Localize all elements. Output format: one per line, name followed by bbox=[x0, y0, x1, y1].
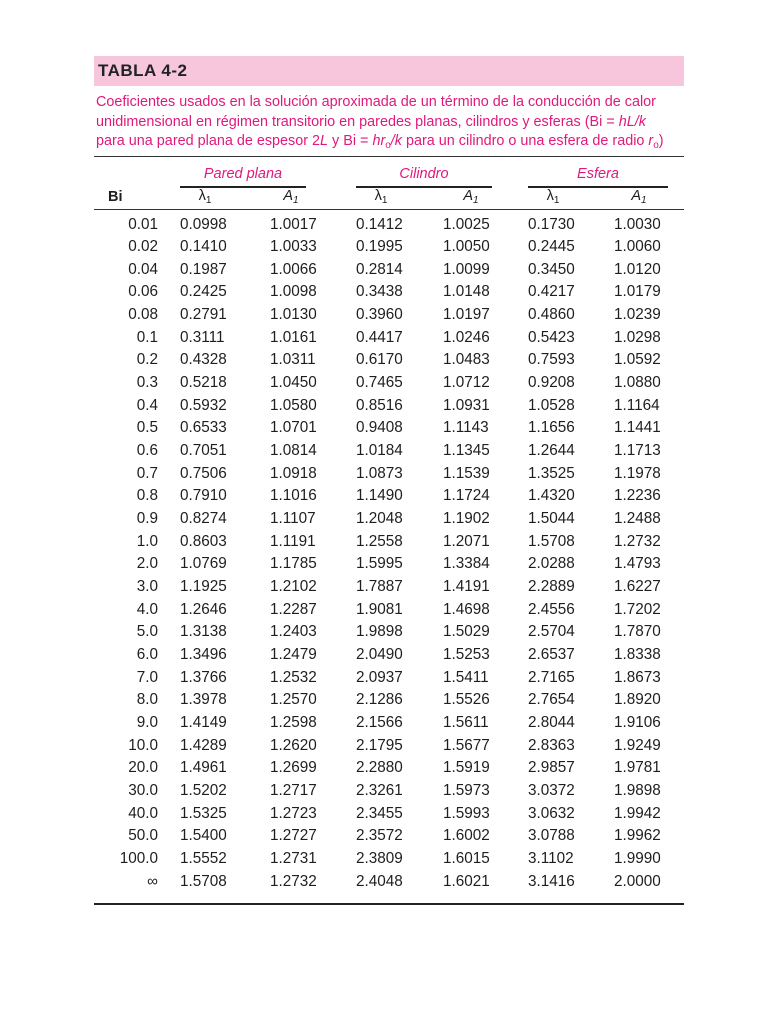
table-row bbox=[94, 689, 684, 712]
table-cell: 1.0814 bbox=[270, 442, 317, 460]
table-cell: 1.6021 bbox=[443, 872, 490, 890]
caption-var: hL/k bbox=[618, 113, 646, 130]
table-cell: 1.2732 bbox=[614, 532, 661, 550]
table-cell: 1.3138 bbox=[180, 623, 227, 641]
table-cell: 0.4417 bbox=[356, 328, 403, 346]
table-cell: 1.0050 bbox=[443, 238, 490, 256]
caption-text: para una pared plana de espesor 2 bbox=[96, 133, 321, 149]
table-row bbox=[94, 349, 684, 372]
bi-value: 0.5 bbox=[136, 419, 158, 437]
table-cell: 1.2598 bbox=[270, 713, 317, 731]
table-cell: 1.3978 bbox=[180, 691, 227, 709]
bi-value: 0.04 bbox=[128, 260, 158, 278]
table-cell: 1.5995 bbox=[356, 555, 403, 573]
table-cell: 1.0179 bbox=[614, 283, 661, 301]
table-cell: 0.9408 bbox=[356, 419, 403, 437]
bi-value: 40.0 bbox=[128, 804, 158, 822]
table-cell: 2.3572 bbox=[356, 827, 403, 845]
table-cell: 0.3960 bbox=[356, 306, 403, 324]
table-cell: 1.0528 bbox=[528, 396, 575, 414]
table-cell: 1.0130 bbox=[270, 306, 317, 324]
table-cell: 2.4048 bbox=[356, 872, 403, 890]
table-cell: 0.2814 bbox=[356, 260, 403, 278]
table-row bbox=[94, 327, 684, 350]
table-cell: 0.7910 bbox=[180, 487, 227, 505]
table-title-band bbox=[94, 56, 684, 86]
table-row bbox=[94, 508, 684, 531]
bi-value: 7.0 bbox=[136, 668, 158, 686]
table-row bbox=[94, 281, 684, 304]
table-cell: 1.5919 bbox=[443, 759, 490, 777]
table-cell: 2.9857 bbox=[528, 759, 575, 777]
table-cell: 1.5029 bbox=[443, 623, 490, 641]
table-cell: 1.5552 bbox=[180, 849, 227, 867]
caption-subscript: o bbox=[653, 140, 659, 151]
table-cell: 1.5411 bbox=[443, 668, 489, 686]
table-cell: 1.2532 bbox=[270, 668, 317, 686]
caption-text: y Bi = bbox=[328, 133, 373, 149]
table-cell: 1.5611 bbox=[443, 713, 489, 731]
table-cell: 1.2620 bbox=[270, 736, 317, 754]
table-cell: 0.1412 bbox=[356, 215, 403, 233]
table-cell: 1.1539 bbox=[443, 464, 490, 482]
bi-value: 0.7 bbox=[136, 464, 158, 482]
table-cell: 1.5325 bbox=[180, 804, 227, 822]
caption-text: para un cilindro o una esfera de radio bbox=[402, 133, 649, 149]
bi-value: 1.0 bbox=[136, 532, 158, 550]
table-cell: 0.2425 bbox=[180, 283, 227, 301]
bi-value: 50.0 bbox=[128, 827, 158, 845]
table-cell: 1.7887 bbox=[356, 578, 403, 595]
col-header-lambda: $\lambda_1$ bbox=[374, 187, 388, 206]
table-cell: 1.2717 bbox=[270, 781, 317, 799]
table-cell: 0.1987 bbox=[180, 260, 227, 278]
table-cell: 1.1441 bbox=[614, 419, 661, 437]
table-cell: 1.2727 bbox=[270, 827, 317, 845]
table-cell: 1.0025 bbox=[443, 215, 490, 233]
table-cell: 0.6170 bbox=[356, 351, 403, 369]
bi-value: 0.01 bbox=[128, 215, 158, 233]
table-cell: 0.4217 bbox=[528, 283, 575, 301]
group-header-pared-plana: Pared plana bbox=[203, 165, 283, 182]
table-cell: 1.2732 bbox=[270, 872, 317, 890]
table-row bbox=[94, 780, 684, 803]
table-cell: 1.4698 bbox=[443, 600, 490, 618]
table-cell: 0.0998 bbox=[180, 215, 227, 233]
bi-value: 20.0 bbox=[128, 759, 158, 777]
table-cell: 1.2646 bbox=[180, 600, 227, 618]
table-cell: 0.1410 bbox=[180, 238, 227, 256]
bi-value: 0.08 bbox=[128, 306, 158, 324]
bi-value: 0.9 bbox=[136, 510, 158, 528]
table-cell: 1.2558 bbox=[356, 532, 403, 550]
table-cell: 0.2791 bbox=[180, 306, 227, 324]
bi-value: ∞ bbox=[147, 872, 158, 890]
table-cell: 1.6002 bbox=[443, 827, 490, 845]
table-cell: 2.8044 bbox=[528, 713, 575, 731]
table-cell: 1.0701 bbox=[270, 419, 317, 437]
table-cell: 1.0918 bbox=[270, 464, 317, 482]
table-row bbox=[94, 463, 684, 486]
table-cell: 1.5400 bbox=[180, 827, 227, 845]
table-cell: 2.2880 bbox=[356, 759, 403, 777]
table-cell: 3.0788 bbox=[528, 827, 575, 845]
table-cell: 1.5708 bbox=[528, 532, 575, 550]
table-cell: 0.5423 bbox=[528, 328, 575, 346]
table-cell: 0.9208 bbox=[528, 374, 575, 392]
table-cell: 1.9942 bbox=[614, 804, 661, 822]
bi-value: 0.6 bbox=[136, 442, 158, 460]
group-header-esfera: Esfera bbox=[577, 165, 619, 182]
bi-value: 0.3 bbox=[136, 374, 158, 392]
table-cell: 1.2699 bbox=[270, 759, 317, 777]
table-cell: 2.0937 bbox=[356, 668, 403, 686]
table-cell: 1.2236 bbox=[614, 487, 661, 505]
table-cell: 2.7165 bbox=[528, 668, 575, 686]
table-cell: 1.2488 bbox=[614, 510, 661, 528]
table-cell: 1.0033 bbox=[270, 238, 317, 256]
table-row bbox=[94, 236, 684, 259]
table-cell: 2.1795 bbox=[356, 736, 403, 754]
caption-text: ) bbox=[658, 133, 664, 149]
table-cell: 1.3525 bbox=[528, 464, 575, 482]
col-header-a: $A_1$ bbox=[283, 187, 299, 206]
table-page bbox=[94, 56, 684, 905]
table-cell: 1.0184 bbox=[356, 442, 403, 460]
table-row bbox=[94, 848, 684, 871]
table-cell: 1.4149 bbox=[180, 713, 227, 731]
table-cell: 1.9106 bbox=[614, 713, 661, 731]
table-row bbox=[94, 372, 684, 395]
table-cell: 2.6537 bbox=[528, 645, 575, 663]
table-cell: 1.0880 bbox=[614, 374, 661, 392]
table-cell: 0.8274 bbox=[180, 510, 227, 528]
bi-value: 5.0 bbox=[136, 623, 158, 641]
table-cell: 1.0098 bbox=[270, 283, 317, 301]
table-body bbox=[94, 214, 684, 894]
table-cell: 1.0066 bbox=[270, 260, 317, 278]
table-cell: 1.8673 bbox=[614, 668, 661, 686]
table-cell: 1.8338 bbox=[614, 645, 661, 663]
table-cell: 0.3450 bbox=[528, 260, 575, 278]
table-cell: 1.3766 bbox=[180, 668, 227, 686]
table-cell: 1.0483 bbox=[443, 351, 490, 369]
table-cell: 1.1785 bbox=[270, 555, 317, 573]
table-row bbox=[94, 259, 684, 282]
table-cell: 1.1978 bbox=[614, 464, 661, 482]
bi-value: 8.0 bbox=[136, 691, 158, 709]
table-cell: 1.1713 bbox=[614, 442, 661, 460]
caption-var: L bbox=[320, 133, 329, 149]
table-cell: 2.0288 bbox=[528, 555, 575, 573]
table-cell: 0.1995 bbox=[356, 238, 403, 256]
table-cell: 1.2403 bbox=[270, 623, 317, 641]
table-cell: 1.0239 bbox=[614, 306, 661, 324]
table-row bbox=[94, 667, 684, 690]
table-cell: 0.3438 bbox=[356, 283, 403, 301]
table-cell: 1.2479 bbox=[270, 645, 317, 663]
table-cell: 1.5973 bbox=[443, 781, 490, 799]
table-cell: 2.2889 bbox=[528, 578, 575, 595]
table-row bbox=[94, 803, 684, 826]
table-cell: 1.2048 bbox=[356, 510, 403, 528]
table-title: TABLA 4-2 bbox=[98, 61, 188, 80]
table-cell: 1.0712 bbox=[443, 374, 490, 392]
col-header-a: $A_1$ bbox=[631, 187, 647, 206]
table-cell: 1.0931 bbox=[443, 396, 490, 414]
table-row bbox=[94, 644, 684, 667]
table-cell: 2.3809 bbox=[356, 849, 403, 867]
table-cell: 1.0873 bbox=[356, 464, 403, 482]
table-cell: 1.2644 bbox=[528, 442, 575, 460]
table-cell: 1.3496 bbox=[180, 645, 227, 663]
table-row bbox=[94, 735, 684, 758]
table-cell: 1.5993 bbox=[443, 804, 490, 822]
table-row bbox=[94, 214, 684, 237]
table-cell: 1.9081 bbox=[356, 600, 403, 618]
table-row bbox=[94, 531, 684, 554]
table-row bbox=[94, 621, 684, 644]
table-cell: 2.3455 bbox=[356, 804, 403, 822]
table-cell: 2.7654 bbox=[528, 691, 575, 709]
bi-value: 0.8 bbox=[136, 487, 158, 505]
table-cell: 1.1164 bbox=[614, 396, 660, 414]
table-cell: 1.0120 bbox=[614, 260, 661, 278]
table-cell: 1.9898 bbox=[356, 623, 403, 641]
table-cell: 0.7593 bbox=[528, 351, 575, 369]
table-cell: 1.7870 bbox=[614, 623, 661, 641]
bi-value: 2.0 bbox=[136, 555, 158, 573]
table-cell: 1.0161 bbox=[270, 328, 317, 346]
bi-column-header: Bi bbox=[108, 188, 123, 205]
table-cell: 0.3111 bbox=[180, 328, 225, 346]
bi-value: 10.0 bbox=[128, 736, 158, 754]
col-header-lambda: $\lambda_1$ bbox=[198, 187, 212, 206]
table-cell: 1.7202 bbox=[614, 600, 661, 618]
caption-var: hr bbox=[372, 133, 386, 149]
table-header bbox=[94, 157, 684, 209]
table-cell: 1.2102 bbox=[270, 578, 317, 595]
bi-value: 100.0 bbox=[119, 849, 158, 867]
table-cell: 1.0246 bbox=[443, 328, 490, 346]
table-cell: 0.8516 bbox=[356, 396, 403, 414]
table-cell: 1.0769 bbox=[180, 555, 227, 573]
table-cell: 0.4328 bbox=[180, 351, 227, 369]
table-row bbox=[94, 871, 684, 894]
table-cell: 0.5932 bbox=[180, 396, 227, 414]
col-header-a: $A_1$ bbox=[463, 187, 479, 206]
table-cell: 3.0372 bbox=[528, 781, 575, 799]
table-cell: 1.1143 bbox=[443, 419, 489, 437]
table-cell: 2.0490 bbox=[356, 645, 403, 663]
table-cell: 1.1724 bbox=[443, 487, 490, 505]
table-row bbox=[94, 576, 684, 599]
table-row bbox=[94, 825, 684, 848]
table-cell: 1.0030 bbox=[614, 215, 661, 233]
table-cell: 1.0298 bbox=[614, 328, 661, 346]
bi-value: 0.1 bbox=[136, 328, 158, 346]
header-rule bbox=[94, 209, 684, 210]
table-cell: 1.5708 bbox=[180, 872, 227, 890]
table-cell: 1.1107 bbox=[270, 510, 316, 528]
bi-value: 30.0 bbox=[128, 781, 158, 799]
table-cell: 1.5044 bbox=[528, 510, 575, 528]
table-cell: 1.1925 bbox=[180, 578, 227, 595]
bottom-rule bbox=[94, 903, 684, 905]
table-cell: 1.5526 bbox=[443, 691, 490, 709]
table-cell: 1.0311 bbox=[270, 351, 316, 369]
table-cell: 3.0632 bbox=[528, 804, 575, 822]
table-cell: 1.6015 bbox=[443, 849, 490, 867]
table-row bbox=[94, 553, 684, 576]
table-cell: 2.5704 bbox=[528, 623, 575, 641]
table-cell: 1.0580 bbox=[270, 396, 317, 414]
table-cell: 1.0450 bbox=[270, 374, 317, 392]
table-row bbox=[94, 440, 684, 463]
table-cell: 1.0148 bbox=[443, 283, 490, 301]
table-row bbox=[94, 599, 684, 622]
table-cell: 1.9898 bbox=[614, 781, 661, 799]
table-cell: 3.1416 bbox=[528, 872, 575, 890]
table-cell: 0.6533 bbox=[180, 419, 227, 437]
table-cell: 3.1102 bbox=[528, 849, 574, 867]
table-cell: 1.4191 bbox=[443, 578, 490, 595]
table-cell: 1.9962 bbox=[614, 827, 661, 845]
table-cell: 1.6227 bbox=[614, 578, 661, 595]
caption-var: r bbox=[648, 133, 654, 149]
table-cell: 1.1016 bbox=[270, 487, 317, 505]
table-cell: 1.0017 bbox=[270, 215, 317, 233]
bi-value: 0.02 bbox=[128, 238, 158, 256]
col-header-lambda: $\lambda_1$ bbox=[546, 187, 560, 206]
table-cell: 1.3384 bbox=[443, 555, 490, 573]
table-row bbox=[94, 304, 684, 327]
table-cell: 0.2445 bbox=[528, 238, 575, 256]
bi-value: 0.4 bbox=[136, 396, 158, 414]
table-cell: 0.7506 bbox=[180, 464, 227, 482]
table-cell: 1.8920 bbox=[614, 691, 661, 709]
bi-value: 6.0 bbox=[136, 645, 158, 663]
bi-value: 0.06 bbox=[128, 283, 158, 301]
caption-subscript: o bbox=[385, 140, 391, 151]
table-row bbox=[94, 485, 684, 508]
table-row bbox=[94, 417, 684, 440]
table-row bbox=[94, 395, 684, 418]
table-cell: 1.9249 bbox=[614, 736, 661, 754]
table-cell: 1.4320 bbox=[528, 487, 575, 505]
table-cell: 2.4556 bbox=[528, 600, 575, 618]
table-cell: 1.1490 bbox=[356, 487, 403, 505]
table-cell: 0.4860 bbox=[528, 306, 575, 324]
table-cell: 1.0099 bbox=[443, 260, 490, 278]
table-row bbox=[94, 712, 684, 735]
bi-value: 9.0 bbox=[136, 713, 158, 731]
table-cell: 2.8363 bbox=[528, 736, 575, 754]
table-cell: 1.4289 bbox=[180, 736, 227, 754]
table-cell: 1.9990 bbox=[614, 849, 661, 867]
table-cell: 1.1902 bbox=[443, 510, 490, 528]
table-caption bbox=[94, 93, 684, 152]
table-cell: 1.4961 bbox=[180, 759, 227, 777]
table-cell: 1.1345 bbox=[443, 442, 490, 460]
table-cell: 1.4793 bbox=[614, 555, 661, 573]
table-row bbox=[94, 757, 684, 780]
table-cell: 2.3261 bbox=[356, 781, 403, 799]
caption-text: Coeficientes usados en la solución aproximada de un término de la conducción de calor unidimensional en régimen transitorio en paredes planas, cilindros y esferas (Bi = bbox=[96, 94, 656, 130]
table-cell: 1.1656 bbox=[528, 419, 575, 437]
table-cell: 1.2071 bbox=[443, 532, 490, 550]
caption-var: /k bbox=[390, 133, 402, 149]
table-cell: 1.2723 bbox=[270, 804, 317, 822]
table-cell: 0.7465 bbox=[356, 374, 403, 392]
table-cell: 1.2287 bbox=[270, 600, 317, 618]
table-cell: 0.1730 bbox=[528, 215, 575, 233]
bi-value: 0.2 bbox=[136, 351, 158, 369]
table-cell: 1.5677 bbox=[443, 736, 490, 754]
table-cell: 2.0000 bbox=[614, 872, 661, 890]
table-cell: 0.5218 bbox=[180, 374, 227, 392]
bi-value: 3.0 bbox=[136, 578, 158, 595]
table-cell: 0.7051 bbox=[180, 442, 227, 460]
group-header-cilindro: Cilindro bbox=[399, 165, 449, 182]
table-cell: 1.9781 bbox=[614, 759, 661, 777]
table-cell: 2.1566 bbox=[356, 713, 403, 731]
table-cell: 1.1191 bbox=[270, 532, 316, 550]
table-cell: 1.2731 bbox=[270, 849, 317, 867]
table-cell: 1.2570 bbox=[270, 691, 317, 709]
table-cell: 1.0060 bbox=[614, 238, 661, 256]
table-cell: 0.8603 bbox=[180, 532, 227, 550]
table-cell: 1.0592 bbox=[614, 351, 661, 369]
table-cell: 2.1286 bbox=[356, 691, 403, 709]
table-cell: 1.5202 bbox=[180, 781, 227, 799]
bi-value: 4.0 bbox=[136, 600, 158, 618]
table-cell: 1.5253 bbox=[443, 645, 490, 663]
table-cell: 1.0197 bbox=[443, 306, 490, 324]
